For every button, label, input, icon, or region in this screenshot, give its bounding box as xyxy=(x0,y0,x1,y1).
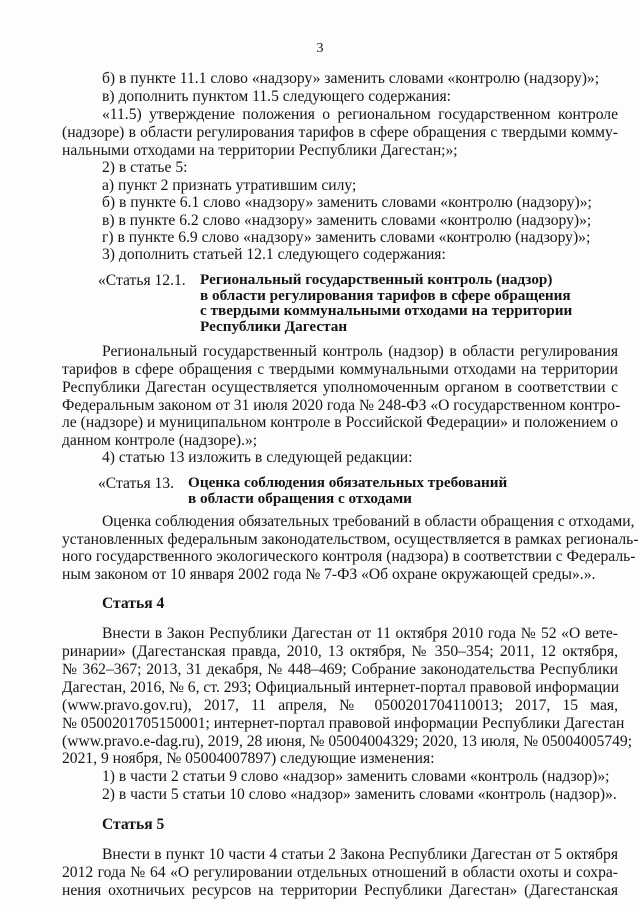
text-line: Федеральным законом от 31 июля 2020 года № 248-ФЗ «О государственном контро- xyxy=(62,397,621,414)
text-line: Дагестан, 2016, № 6, ст. 293; Официальный интернет-портал правовой информации xyxy=(62,679,620,696)
text-line: в) в пункте 6.2 слово «надзору» заменить словами «контролю (надзору)»; xyxy=(102,212,592,229)
text-line: б) в пункте 11.1 слово «надзору» заменить словами «контролю (надзору)»; xyxy=(102,70,600,87)
heading-line: в области обращения с отходами xyxy=(188,489,412,507)
text-line: (надзоре) в области регулирования тарифов в сфере обращения с твердыми комму- xyxy=(62,124,618,141)
text-line: а) пункт 2 признать утратившим силу; xyxy=(102,177,357,194)
text-line: ринарии» (Дагестанская правда, 2010, 13 октября, № 350–354; 2011, 12 октября, xyxy=(62,643,618,660)
heading-line: Республики Дагестан xyxy=(200,317,348,335)
text-line: ным законом от 10 января 2002 года № 7-ФЗ «Об охране окружающей среды».». xyxy=(62,566,596,583)
text-line: ле (надзоре) и муниципальном контроле в Российской Федерации» и положением о xyxy=(62,414,618,431)
text-line: Региональный государственный контроль (надзор) в области регулирования xyxy=(102,343,618,360)
text-line: Республики Дагестан осуществляется уполномоченным органом в соответствии с xyxy=(62,379,618,396)
text-line: б) в пункте 6.1 слово «надзору» заменить словами «контролю (надзору)»; xyxy=(102,194,592,211)
text-line: 1) в части 2 статьи 9 слово «надзор» заменить словами «контроль (надзор)»; xyxy=(102,768,610,785)
text-line: № 362–367; 2013, 31 декабря, № 448–469; Собрание законодательства Республики xyxy=(62,661,618,678)
text-line: (www.pravo.gov.ru), 2017, 11 апреля, № 0500201704110013; 2017, 15 мая, xyxy=(62,697,618,714)
text-line: в) дополнить пунктом 11.5 следующего содержания: xyxy=(102,88,452,105)
text-line: 2012 года № 64 «О регулировании отдельных отношений в области охоты и сохра- xyxy=(62,864,618,881)
text-line: 2) в статье 5: xyxy=(102,159,188,176)
text-line: «11.5) утверждение положения о региональном государственном контроле xyxy=(102,106,618,123)
text-line: № 0500201705150001; интернет-портал правовой информации Республики Дагестан xyxy=(62,715,625,732)
article-12-1-heading xyxy=(200,272,620,334)
heading-line: Региональный государственный контроль (надзор) xyxy=(200,271,553,288)
text-line: г) в пункте 6.9 слово «надзору» заменить словами «контролю (надзору)»; xyxy=(102,229,591,246)
text-line: 4) статью 13 изложить в следующей редакции: xyxy=(102,449,413,466)
text-line: нения охотничьих ресурсов на территории Республики Дагестан» (Дагестанская xyxy=(62,882,618,899)
text-line: данном контроле (надзоре).»; xyxy=(62,432,258,449)
heading-line: с твердыми коммунальными отходами на территории xyxy=(200,302,573,319)
article-13-label: «Статья 13. xyxy=(98,475,175,492)
text-line: 2) в части 5 статьи 10 слово «надзор» заменить словами «контроль (надзор)». xyxy=(102,786,617,803)
text-line: ного государственного экологического контроля (надзора) в соответствии с Федераль- xyxy=(62,548,636,565)
text-line: 2021, 9 ноября, № 05004007897) следующие изменения: xyxy=(62,750,435,767)
text-line: тарифов в сфере обращения с твердыми коммунальными отходами на территории xyxy=(62,361,618,378)
article-13-heading xyxy=(188,475,608,506)
text-line: нальными отходами на территории Республики Дагестан;»; xyxy=(62,142,458,159)
article-5-title: Статья 5 xyxy=(102,816,165,833)
text-line: Внести в Закон Республики Дагестан от 11 октября 2010 года № 52 «О вете- xyxy=(102,625,618,642)
page-number: 3 xyxy=(316,41,324,56)
heading-line: Оценка соблюдения обязательных требований xyxy=(188,474,508,491)
article-12-1-label: «Статья 12.1. xyxy=(98,272,186,289)
article-4-title: Статья 4 xyxy=(102,595,165,612)
heading-line: в области регулирования тарифов в сфере обращения xyxy=(200,286,571,304)
text-line: установленных федеральным законодательством, осуществляется в рамках региональ- xyxy=(62,531,639,548)
text-line: (www.pravo.e-dag.ru), 2019, 28 июня, № 05004004329; 2020, 13 июля, № 05004005749; xyxy=(62,733,633,750)
text-line: Внести в пункт 10 части 4 статьи 2 Закона Республики Дагестан от 5 октября xyxy=(102,846,618,863)
text-line: 3) дополнить статьей 12.1 следующего содержания: xyxy=(102,246,446,263)
text-line: Оценка соблюдения обязательных требований в области обращения с отходами, xyxy=(102,513,635,530)
